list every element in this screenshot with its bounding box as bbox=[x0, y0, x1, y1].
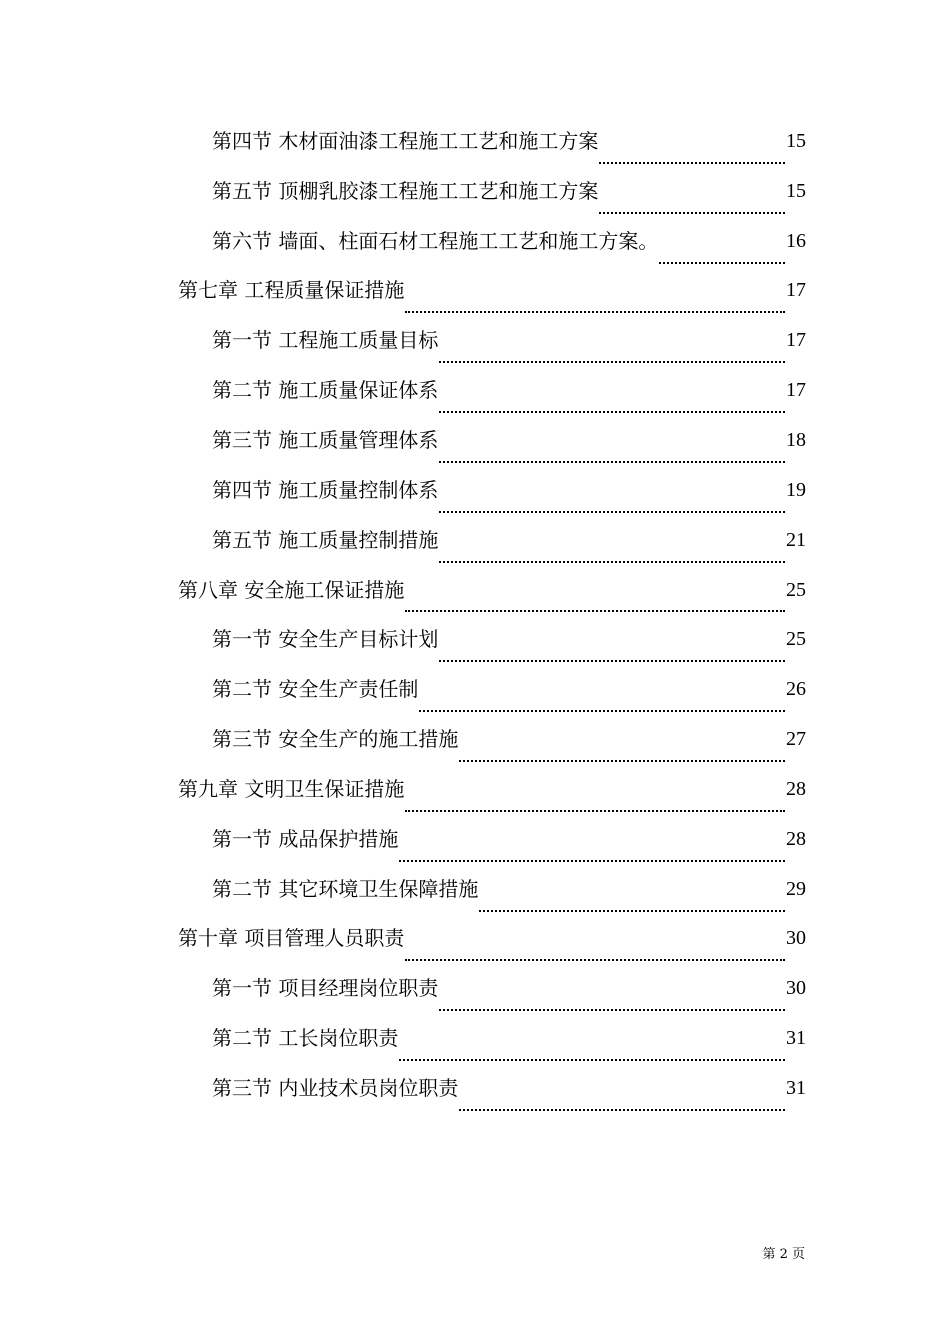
toc-dot-leader bbox=[439, 998, 785, 1011]
toc-entry-title: 第六节 墙面、柱面石材工程施工工艺和施工方案。 bbox=[212, 228, 659, 253]
toc-entry-title: 第一节 成品保护措施 bbox=[212, 826, 399, 851]
toc-entry-page-number: 31 bbox=[786, 1027, 806, 1050]
toc-dot-leader bbox=[459, 1098, 785, 1111]
toc-entry-title: 第一节 项目经理岗位职责 bbox=[212, 976, 439, 1001]
toc-entry-page-number: 31 bbox=[786, 1076, 806, 1099]
toc-dot-leader bbox=[405, 599, 785, 612]
toc-dot-leader bbox=[439, 649, 785, 662]
toc-entry-title: 第五节 顶棚乳胶漆工程施工工艺和施工方案 bbox=[212, 178, 599, 203]
toc-entry-page-number: 28 bbox=[786, 827, 806, 850]
toc-section-entry[interactable] bbox=[0, 315, 806, 365]
toc-dot-leader bbox=[479, 899, 785, 912]
toc-entry-title: 第二节 其它环境卫生保障措施 bbox=[212, 876, 479, 901]
toc-section-entry[interactable] bbox=[0, 963, 806, 1013]
toc-section-entry[interactable] bbox=[0, 515, 806, 565]
toc-section-entry[interactable] bbox=[0, 864, 806, 914]
toc-dot-leader bbox=[439, 500, 785, 513]
toc-entry-page-number: 28 bbox=[786, 777, 806, 800]
toc-entry-title: 第一节 安全生产目标计划 bbox=[212, 627, 439, 652]
toc-entry-page-number: 26 bbox=[786, 678, 806, 701]
toc-entry-title: 第二节 施工质量保证体系 bbox=[212, 378, 439, 403]
toc-entry-title: 第三节 施工质量管理体系 bbox=[212, 427, 439, 452]
toc-entry-page-number: 30 bbox=[786, 977, 806, 1000]
toc-entry-page-number: 25 bbox=[786, 628, 806, 651]
toc-dot-leader bbox=[439, 450, 785, 463]
toc-entry-title: 第三节 内业技术员岗位职责 bbox=[212, 1075, 459, 1100]
toc-entry-page-number: 17 bbox=[786, 329, 806, 352]
toc-entry-page-number: 17 bbox=[786, 379, 806, 402]
toc-entry-title: 第二节 安全生产责任制 bbox=[212, 677, 419, 702]
toc-entry-title: 第一节 工程施工质量目标 bbox=[212, 328, 439, 353]
toc-chapter-entry[interactable] bbox=[0, 764, 806, 814]
toc-dot-leader bbox=[399, 849, 785, 862]
toc-entry-title: 第二节 工长岗位职责 bbox=[212, 1026, 399, 1051]
toc-entry-page-number: 19 bbox=[786, 478, 806, 501]
toc-entry-title: 第九章 文明卫生保证措施 bbox=[178, 776, 405, 801]
toc-section-entry[interactable] bbox=[0, 1063, 806, 1113]
toc-section-entry[interactable] bbox=[0, 365, 806, 415]
toc-section-entry[interactable] bbox=[0, 714, 806, 764]
toc-dot-leader bbox=[439, 350, 785, 363]
toc-entry-page-number: 16 bbox=[786, 229, 806, 252]
toc-section-entry[interactable] bbox=[0, 166, 806, 216]
toc-dot-leader bbox=[405, 948, 785, 961]
toc-entry-title: 第三节 安全生产的施工措施 bbox=[212, 727, 459, 752]
toc-dot-leader bbox=[439, 550, 785, 563]
toc-entry-page-number: 21 bbox=[786, 528, 806, 551]
toc-section-entry[interactable] bbox=[0, 465, 806, 515]
toc-entry-page-number: 17 bbox=[786, 279, 806, 302]
toc-entry-page-number: 15 bbox=[786, 129, 806, 152]
toc-entry-page-number: 15 bbox=[786, 179, 806, 202]
toc-entry-page-number: 27 bbox=[786, 728, 806, 751]
toc-entry-page-number: 29 bbox=[786, 877, 806, 900]
toc-entry-title: 第八章 安全施工保证措施 bbox=[178, 577, 405, 602]
toc-entry-title: 第十章 项目管理人员职责 bbox=[178, 926, 405, 951]
toc-dot-leader bbox=[405, 300, 785, 313]
toc-section-entry[interactable] bbox=[0, 415, 806, 465]
toc-entry-title: 第七章 工程质量保证措施 bbox=[178, 278, 405, 303]
toc-dot-leader bbox=[419, 699, 785, 712]
toc-section-entry[interactable] bbox=[0, 1013, 806, 1063]
toc-entry-page-number: 18 bbox=[786, 428, 806, 451]
toc-section-entry[interactable] bbox=[0, 116, 806, 166]
toc-entry-page-number: 25 bbox=[786, 578, 806, 601]
toc-dot-leader bbox=[459, 749, 785, 762]
table-of-contents bbox=[0, 116, 950, 1113]
toc-dot-leader bbox=[399, 1048, 785, 1061]
toc-chapter-entry[interactable] bbox=[0, 565, 806, 615]
toc-dot-leader bbox=[439, 400, 785, 413]
toc-chapter-entry[interactable] bbox=[0, 914, 806, 964]
toc-entry-title: 第五节 施工质量控制措施 bbox=[212, 527, 439, 552]
toc-dot-leader bbox=[659, 251, 785, 264]
toc-section-entry[interactable] bbox=[0, 664, 806, 714]
toc-dot-leader bbox=[599, 201, 785, 214]
toc-section-entry[interactable] bbox=[0, 216, 806, 266]
toc-chapter-entry[interactable] bbox=[0, 266, 806, 316]
toc-dot-leader bbox=[405, 799, 785, 812]
toc-entry-page-number: 30 bbox=[786, 927, 806, 950]
page-number-footer: 第 2 页 bbox=[762, 1247, 805, 1262]
toc-dot-leader bbox=[599, 151, 785, 164]
toc-section-entry[interactable] bbox=[0, 614, 806, 664]
toc-section-entry[interactable] bbox=[0, 814, 806, 864]
toc-entry-title: 第四节 木材面油漆工程施工工艺和施工方案 bbox=[212, 128, 599, 153]
toc-entry-title: 第四节 施工质量控制体系 bbox=[212, 477, 439, 502]
